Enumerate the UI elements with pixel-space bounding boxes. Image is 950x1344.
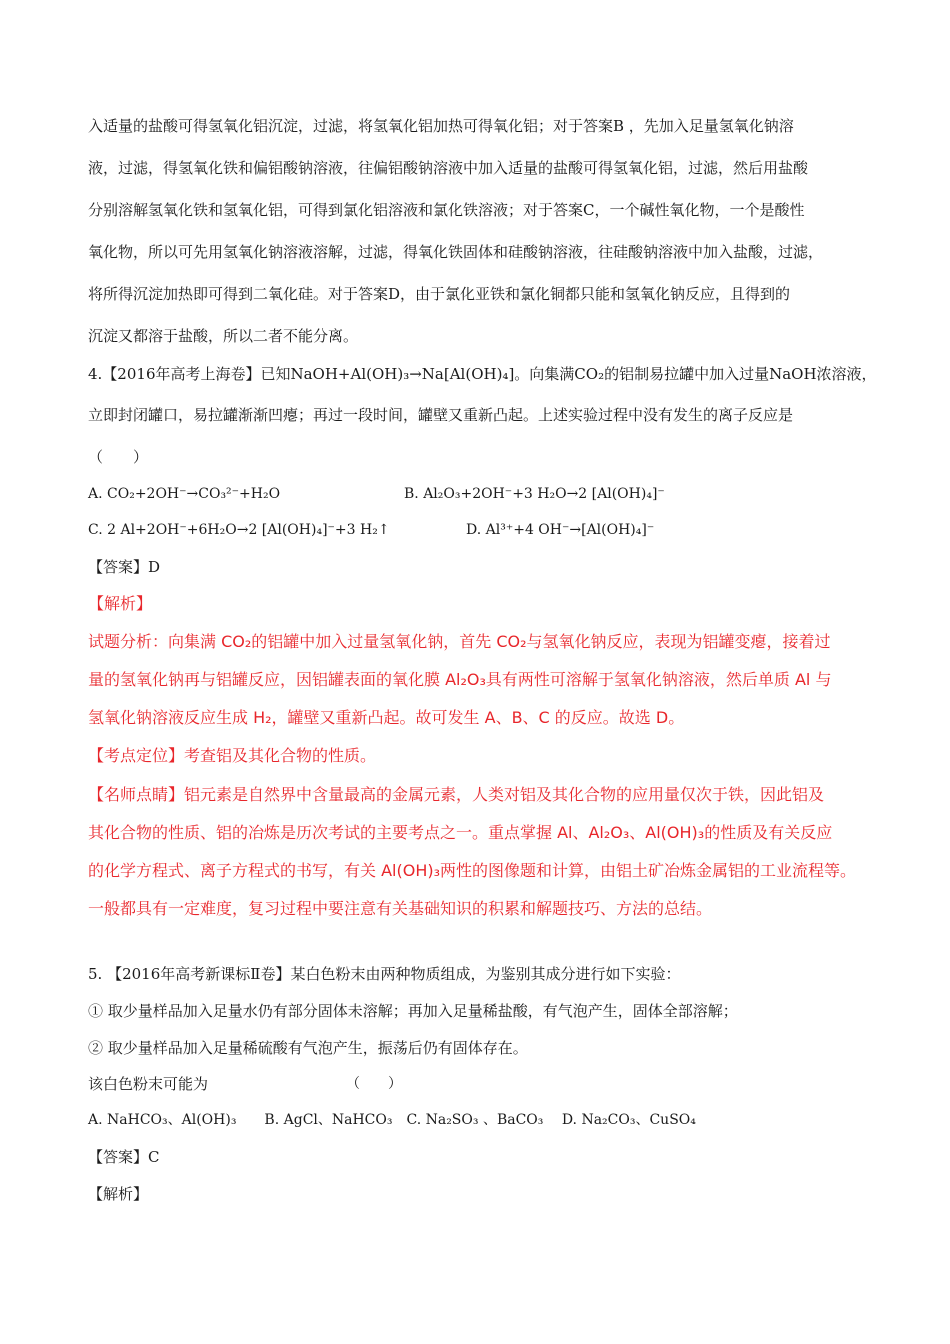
option-a: A. CO₂+2OH⁻→CO₃²⁻+H₂O: [88, 486, 281, 502]
mingshi-line: 的化学方程式、离子方程式的书写，有关 Al(OH)₃两性的图像题和计算，由铝土矿冶炼金属铝的工业流程等。: [88, 861, 857, 880]
option-d: D. Al³⁺+4 OH⁻→[Al(OH)₄]⁻: [466, 522, 655, 538]
mingshi-line: 一般都具有一定难度，复习过程中要注意有关基础知识的积累和解题技巧、方法的总结。: [88, 899, 713, 918]
mingshi-line: 其化合物的性质、铝的冶炼是历次考试的主要考点之一。重点掌握 Al、Al₂O₃、Al(OH)₃的性质及有关反应: [88, 823, 833, 842]
question-5-paren: （ ）: [346, 1076, 402, 1092]
text-line: 分别溶解氢氧化铁和氢氧化铝，可得到氯化铝溶液和氯化铁溶液；对于答案C，一个碱性氧化物，一个是酸性: [88, 201, 805, 219]
text-line: 入适量的盐酸可得氢氧化铝沉淀，过滤，将氢氧化铝加热可得氧化铝；对于答案B ，先加入足量氢氧化钠溶: [88, 117, 794, 135]
text-line: 液，过滤，得氢氧化铁和偏铝酸钠溶液，往偏铝酸钠溶液中加入适量的盐酸可得氢氧化铝，过滤，然后用盐酸: [88, 159, 809, 177]
question-4-stem: 4.【2016年高考上海卷】已知NaOH+Al(OH)₃→Na[Al(OH)₄]。向集满CO₂的铝制易拉罐中加入过量NaOH浓溶液，: [88, 365, 877, 383]
kaodian-line: 【考点定位】考查铝及其化合物的性质。: [88, 746, 377, 765]
analysis-heading: 【解析】: [88, 594, 153, 613]
mingshi-line: 【名师点睛】铝元素是自然界中含量最高的金属元素，人类对铝及其化合物的应用量仅次于铁，因此铝及: [88, 785, 825, 804]
question-5-prompt: 该白色粉末可能为: [88, 1075, 209, 1093]
analysis-heading: 【解析】: [88, 1185, 149, 1203]
question-4-stem-cont: 立即封闭罐口，易拉罐渐渐凹瘪；再过一段时间，罐壁又重新凸起。上述实验过程中没有发生的离子反应是: [88, 406, 794, 424]
text-line: 将所得沉淀加热即可得到二氧化硅。对于答案D，由于氯化亚铁和氯化铜都只能和氢氧化钠反应，且得到的: [88, 285, 791, 303]
question-5-step-2: ② 取少量样品加入足量稀硫酸有气泡产生，振荡后仍有固体存在。: [88, 1039, 528, 1057]
option-c: C. 2 Al+2OH⁻+6H₂O→2 [Al(OH)₄]⁻+3 H₂↑: [88, 522, 390, 538]
analysis-line: 量的氢氧化钠再与铝罐反应，因铝罐表面的氧化膜 Al₂O₃具有两性可溶解于氢氧化钠溶液，然后单质 Al 与: [88, 670, 832, 689]
analysis-line: 试题分析：向集满 CO₂的铝罐中加入过量氢氧化钠，首先 CO₂与氢氧化钠反应，表现为铝罐变瘪，接着过: [88, 632, 831, 651]
text-line: 沉淀又都溶于盐酸，所以二者不能分离。: [88, 327, 359, 345]
question-5-stem: 5. 【2016年高考新课标Ⅱ卷】某白色粉末由两种物质组成，为鉴别其成分进行如下实验：: [88, 965, 681, 983]
option-b: B. Al₂O₃+2OH⁻+3 H₂O→2 [Al(OH)₄]⁻: [404, 486, 665, 502]
question-4-paren: （ ）: [88, 448, 149, 466]
question-5-step-1: ① 取少量样品加入足量水仍有部分固体未溶解；再加入足量稀盐酸，有气泡产生，固体全部溶解；: [88, 1002, 738, 1020]
answer: 【答案】D: [88, 558, 161, 576]
question-5-options: A. NaHCO₃、Al(OH)₃ B. AgCl、NaHCO₃ C. Na₂SO₃ 、BaCO₃ D. Na₂CO₃、CuSO₄: [88, 1112, 696, 1128]
analysis-line: 氢氧化钠溶液反应生成 H₂，罐壁又重新凸起。故可发生 A、B、C 的反应。故选 D。: [88, 708, 685, 727]
text-line: 氧化物，所以可先用氢氧化钠溶液溶解，过滤，得氧化铁固体和硅酸钠溶液，往硅酸钠溶液中加入盐酸，过滤，: [88, 243, 824, 261]
answer: 【答案】C: [88, 1148, 160, 1166]
